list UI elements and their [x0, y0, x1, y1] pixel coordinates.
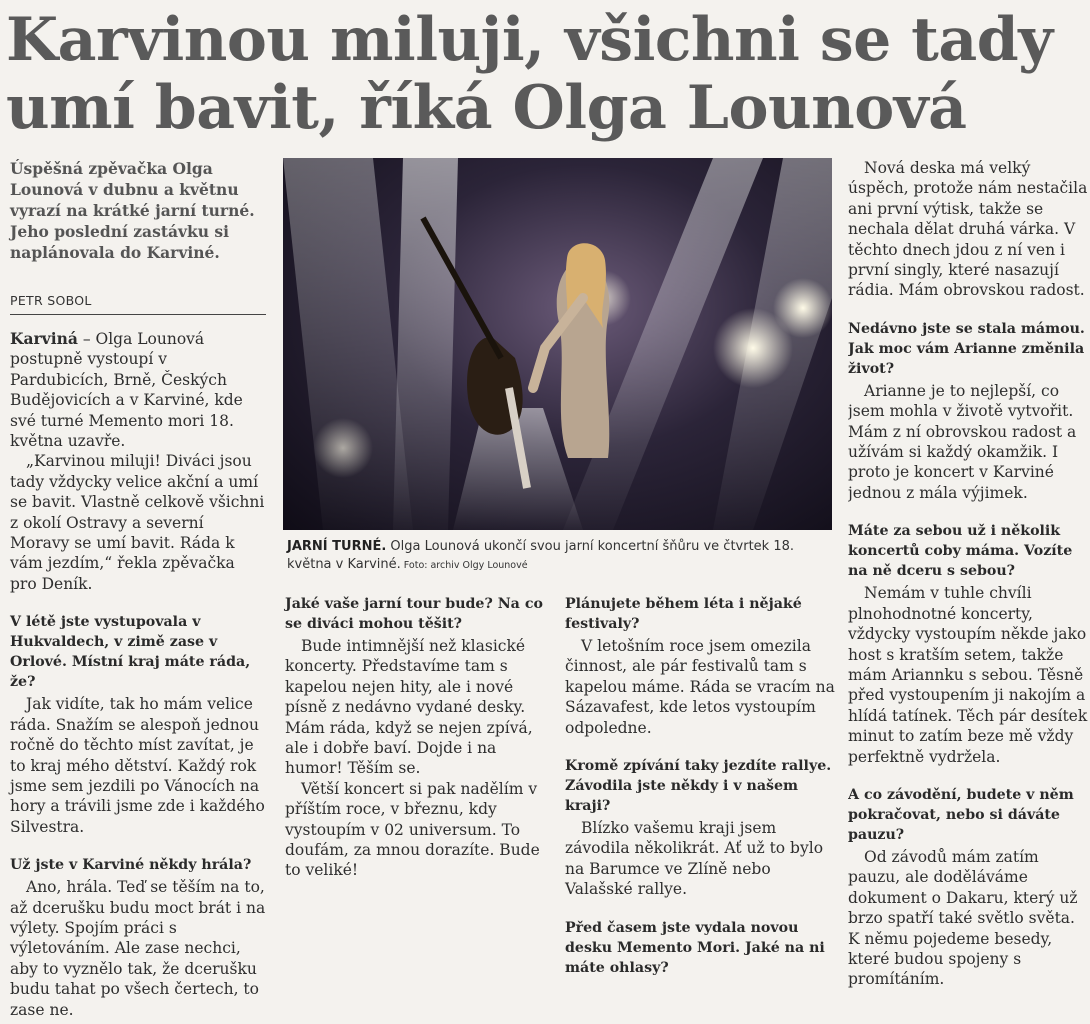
- headline-line-2: umí bavit, říká Olga Lounová: [6, 73, 967, 143]
- question-6: Před časem jste vydala novou desku Memento Mori. Jaké na ni máte ohlasy?: [565, 919, 825, 976]
- question-3: Jaké vaše jarní tour bude? Na co se diváci mohou těšit?: [285, 596, 543, 632]
- question-7: Nedávno jste se stala mámou. Jak moc vám Arianne změnila život?: [848, 320, 1085, 377]
- question-4: Plánujete během léta i nějaké festivaly?: [565, 596, 802, 632]
- answer-3b: Větší koncert si pak nadělím v příštím roce, v březnu, kdy vystoupím v 02 universum. To doufám, za mnou dorazíte. Bude to veliké!: [285, 779, 540, 880]
- answer-5: Blízko vašemu kraji jsem závodila několikrát. Ať už to bylo na Barumce ve Zlíně nebo Valašské rallye.: [565, 819, 824, 899]
- caption-text: Olga Lounová ukončí svou jarní koncertní šňůru ve čtvrtek 18. května v Karviné.: [287, 539, 795, 572]
- question-2: Už jste v Karviné někdy hrála?: [10, 857, 252, 874]
- answer-4: V letošním roce jsem omezila činnost, ale pár festivalů tam s kapelou máme. Ráda se vracím na Sázavafest, kde letos vystoupím odpoledne.: [565, 637, 835, 737]
- answer-8: Nemám v tuhle chvíli plnohodnotné koncerty, vždycky vystoupím někde jako host s kratším setem, takže mám Ariannku s sebou. Těsně před vystoupením ji nakojím a hlídá tatínek. Těch pár desítek minut to zatím beze mě vždy perfektně vydržela.: [848, 584, 1088, 766]
- answer-9: Od závodů mám zatím pauzu, ale doděláváme dokument o Dakaru, který už brzo spatří také světlo světa. K němu pojedeme besedy, které budou spojeny s promítáním.: [848, 847, 1078, 989]
- answer-6: Nová deska má velký úspěch, protože nám nestačila ani první výtisk, takže se nechala dělat druhá várka. V těchto dnech jdou z ní ven i první singly, které nasazují rádia. Mám obrovskou radost.: [848, 159, 1088, 300]
- concert-photo-illustration: [283, 158, 832, 530]
- intro-text: – Olga Lounová postupně vystoupí v Pardubicích, Brně, Českých Budějovicích a v Karviné, kde své turné Memento mori 18. května uzavře.: [10, 330, 243, 451]
- answer-1: Jak vidíte, tak ho mám velice ráda. Snažím se alespoň jednou ročně do těchto míst zavítat, je to kraj mého dětství. Každý rok jsme sem jezdili po Vánocích na hory a trávili jsme zde i každého Silvestra.: [10, 695, 265, 836]
- question-5: Kromě zpívání taky jezdíte rallye. Závodila jste někdy i v našem kraji?: [565, 758, 832, 815]
- column-4: [848, 158, 1090, 990]
- question-9: A co závodění, budete v něm pokračovat, nebo si dáváte pauzu?: [848, 786, 1074, 843]
- column-2: [285, 594, 547, 881]
- dateline: Karviná: [10, 329, 78, 348]
- column-3: [565, 594, 837, 980]
- headline-line-1: Karvinou miluji, všichni se tady: [6, 5, 1053, 75]
- intro-quote: „Karvinou miluji! Diváci jsou tady vždycky velice akční a umí se bavit. Vlastně celkově všichni z okolí Ostravy a severní Moravy se umí bavit. Ráda k vám jezdím,“ řekla zpěvačka pro Deník.: [10, 452, 265, 593]
- answer-7: Arianne je to nejlepší, co jsem mohla v životě vytvořit. Mám z ní obrovskou radost a užívám si každý okamžik. I proto je koncert v Karviné jednou z mála výjimek.: [848, 381, 1077, 502]
- column-1: [10, 158, 266, 1020]
- caption-kicker: JARNÍ TURNÉ.: [287, 539, 387, 554]
- article-lead: Úspěšná zpěvačka Olga Lounová v dubnu a květnu vyrazí na krátké jarní turné. Jeho poslední zastávku si naplánovala do Karviné.: [10, 159, 255, 262]
- intro-paragraph: [10, 329, 266, 451]
- answer-3: Bude intimnější než klasické koncerty. Představíme tam s kapelou nejen hity, ale i nové písně z nedávno vydané desky. Mám ráda, když se nejen zpívá, ale i dobře baví. Dojde i na humor! Těším se.: [285, 637, 533, 778]
- question-8: Máte za sebou už i několik koncertů coby máma. Vozíte na ně dceru s sebou?: [848, 523, 1073, 580]
- concert-photo: [283, 158, 832, 530]
- answer-2: Ano, hrála. Teď se těším na to, až dcerušku budu moct brát i na výlety. Spojím práci s výletováním. Ale zase nechci, aby to vyznělo tak, že dcerušku budu tahat po všech čertech, to zase ne.: [10, 878, 266, 1019]
- photo-caption: [287, 538, 832, 575]
- question-1: V létě jste vystupovala v Hukvaldech, v zimě zase v Orlové. Místní kraj máte ráda, že?: [10, 614, 251, 691]
- caption-credit: Foto: archiv Olgy Lounové: [400, 560, 528, 571]
- byline: PETR SOBOL: [10, 293, 266, 315]
- headline: [6, 6, 1086, 142]
